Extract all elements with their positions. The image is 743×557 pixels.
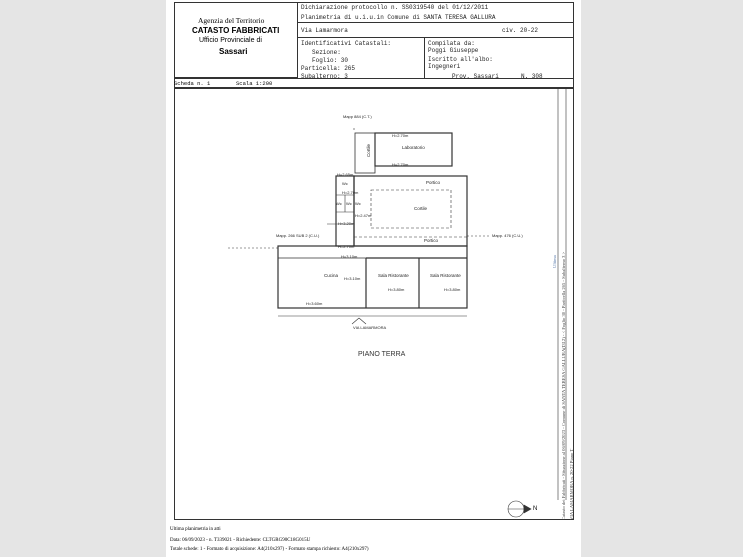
agency-line1: Agenzia del Territorio [198, 16, 265, 25]
agency-line2: CATASTO FABBRICATI [192, 26, 280, 35]
iscritto-value: Ingegneri [428, 63, 461, 70]
mapp-left-label: Mapp. 266 SUB 2 (C.U.) [276, 233, 320, 238]
street-label: VIA LAMARMORA [353, 325, 387, 330]
height-label: H=2.70m [338, 244, 355, 249]
footer-data-line: Data: 06/09/2023 - n. T339021 - Richiedente: CLTGRG90C18G015U [170, 538, 311, 543]
room-sala2: Sala Ristorante [430, 273, 461, 278]
agency-line4: Sassari [219, 47, 248, 56]
compilata-label: Compilata da: [428, 40, 475, 47]
height-label: H=2.70m [342, 190, 359, 195]
ident-title: Identificativi Catastali: [301, 40, 392, 47]
height-label: H=2.70m [392, 133, 409, 138]
footer-ultima: Ultima planimetria in atti [170, 527, 221, 532]
plan-title-text: Planimetria di u.i.u.in Comune di SANTA TERESA GALLURA [301, 14, 496, 21]
height-label: H=2.70m [392, 162, 409, 167]
foglio-text: Foglio: 30 [312, 57, 349, 64]
height-label: H=3.20m [338, 221, 355, 226]
scala-text: Scala 1:200 [236, 80, 273, 87]
room-laboratorio: Laboratorio [402, 145, 425, 150]
height-label: H=3.80m [444, 287, 461, 292]
room-wc1: Wc [342, 181, 348, 186]
mapp-ct-label: Mapp 884 (C.T.) [343, 114, 372, 119]
agency-line3: Ufficio Provinciale di [199, 37, 262, 44]
height-label: H=3.80m [388, 287, 405, 292]
footer-totale-line: Totale schede: 1 - Formato di acquisizione: A4(210x297) - Formato stampa richiesto: A4(210x297) [170, 547, 369, 552]
side-vertical-text-2: VIA LAMARMORA n. 20-22 Piano T [569, 448, 574, 520]
scheda-text: Scheda n. 1 [174, 80, 211, 87]
room-sala1: Sala Ristorante [378, 273, 409, 278]
room-portico-bottom: Portico [424, 238, 439, 243]
room-portico-top: Portico [426, 180, 441, 185]
north-label: N [533, 506, 538, 512]
iscritto-label: Iscritto all'albo: [428, 56, 493, 63]
room-wc2: Wc [336, 201, 342, 206]
subalterno-text: Subalterno: 3 [301, 73, 348, 80]
numero-text: N. 308 [521, 73, 543, 80]
room-cucina: Cucina [324, 273, 339, 278]
side-vertical-text: Catasto dei Fabbricati - Situazione al 06/09/2023 - Comune di SANTA TERESA GALLURA(I312) - < Foglio 30 - Particella 265 - Subalterno 3 > [561, 251, 566, 520]
address-text: Via Lamarmora [301, 27, 348, 34]
room-cortile-mid: Cortile [414, 206, 428, 211]
height-label: H=2.65m [337, 172, 354, 177]
height-label: H=2.47m [355, 213, 372, 218]
room-wc3: Wc [346, 201, 352, 206]
protocol-text: Dichiarazione protocollo n. SS0319540 del 01/12/2011 [301, 4, 489, 11]
floor-label: PIANO TERRA [358, 351, 406, 358]
height-label: H=3.60m [306, 301, 323, 306]
floor-plan [166, 0, 581, 557]
compilata-name: Poggi Giuseppe [428, 47, 479, 54]
side-vertical-text-3: Ultima [552, 255, 557, 268]
height-label: H=3.10m [341, 254, 358, 259]
civ-text: civ. 20-22 [502, 27, 539, 34]
room-wc4: Wc [355, 201, 361, 206]
mapp-right-label: Mapp. 476 (C.U.) [492, 233, 523, 238]
document-sheet [166, 0, 581, 557]
height-label: H=3.10m [344, 276, 361, 281]
room-cortile-top: Cortile [366, 143, 372, 158]
prov-text: Prov. Sassari [452, 73, 499, 80]
particella-text: Particella: 265 [301, 65, 356, 72]
sezione-text: Sezione: [312, 49, 341, 56]
